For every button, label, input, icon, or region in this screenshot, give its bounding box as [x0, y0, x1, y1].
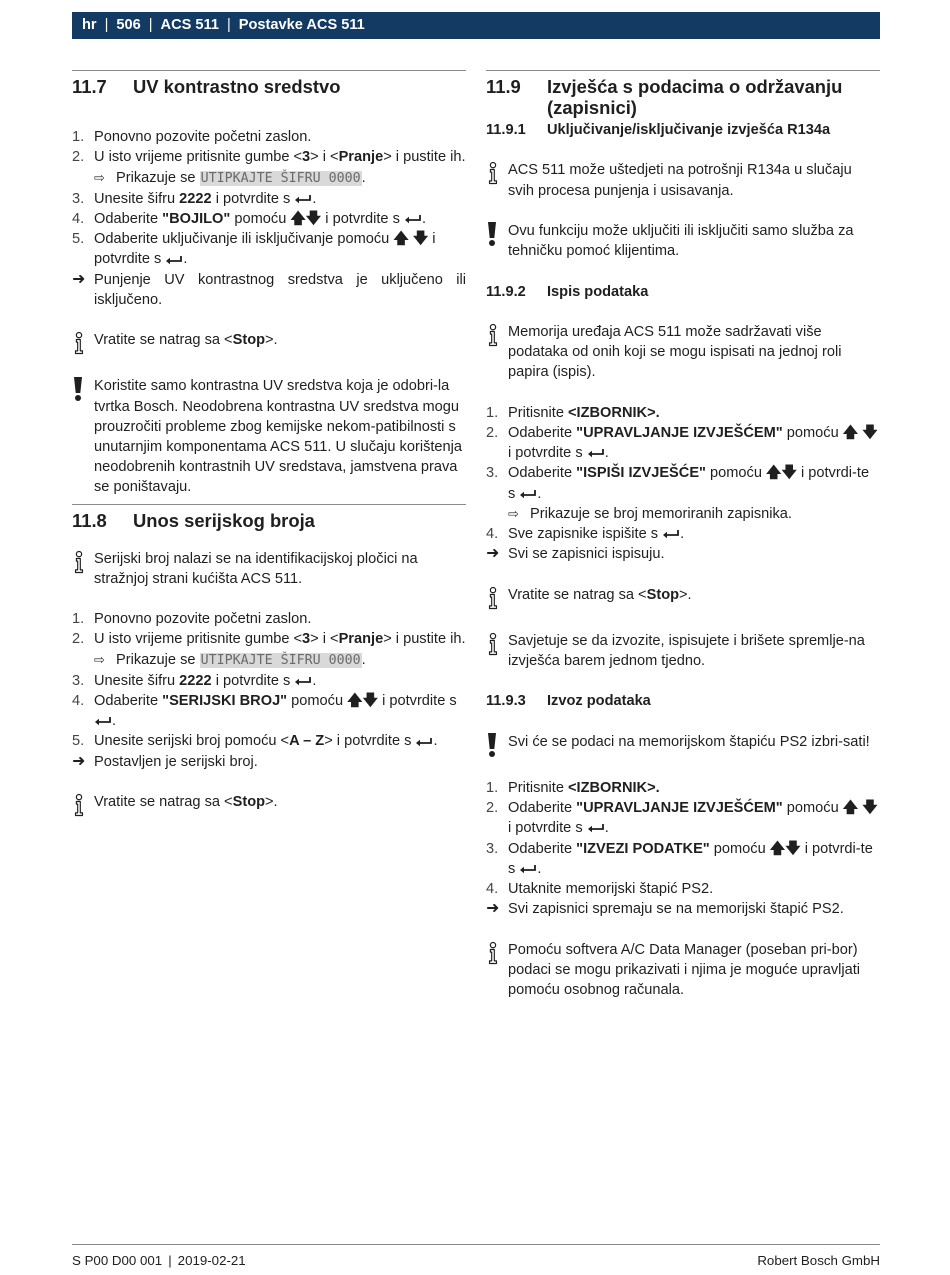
result: ➜ Svi zapisnici spremaju se na memorijski štapić PS2. — [486, 899, 880, 919]
steps-11-9-2 — [486, 403, 880, 544]
arrow-up-icon: 🡅 — [393, 230, 409, 248]
list-item: 1. Pritisnite <IZBORNIK>. — [486, 779, 660, 796]
info-note: Pomoću softvera A/C Data Manager (poseban pri-bor) podaci se mogu prikazivati i njima je moguće upravljati pomoću osobnog računala. — [486, 940, 880, 1001]
enter-key-icon — [165, 255, 183, 265]
footer-code: S P00 D00 001 — [72, 1253, 163, 1268]
info-icon — [486, 940, 500, 966]
list-item: 1. Ponovno pozovite početni zaslon. — [72, 129, 312, 146]
result-arrow-icon: ➜ — [72, 270, 86, 288]
header-lang: hr — [82, 17, 97, 34]
info-note: Memorija uređaja ACS 511 može sadržavati više podataka od onih koji se mogu ispisati na jednoj roli papira (ispis). — [486, 322, 880, 383]
result-arrow-icon: ➜ — [486, 545, 500, 563]
list-item: 3. Unesite šifru 2222 i potvrdite s . — [72, 190, 317, 207]
info-icon — [486, 585, 500, 611]
result: ➜ Postavljen je serijski broj. — [72, 752, 466, 772]
steps-11-8 — [72, 609, 466, 751]
footer-date: 2019-02-21 — [177, 1253, 246, 1268]
section-11-7-heading: 11.7 UV kontrastno sredstvo — [72, 76, 341, 97]
list-item: 4. Odaberite "SERIJSKI BROJ" pomoću 🡅🡇 i potvrdite s . — [72, 692, 457, 730]
list-item: 2. U isto vrijeme pritisnite gumbe <3> i <Pranje> i pustite ih. — [72, 631, 466, 648]
info-note: Savjetuje se da izvozite, ispisujete i brišete spremlje-na izvješća barem jednom tjedno. — [486, 631, 880, 671]
enter-key-icon — [294, 676, 312, 686]
warning-icon — [72, 376, 84, 402]
enter-key-icon — [587, 448, 605, 458]
info-icon — [72, 549, 86, 575]
enter-key-icon — [662, 529, 680, 539]
header-page: 506 — [116, 17, 141, 34]
page-footer: S P00 D00 001 | 2019-02-21 Robert Bosch GmbH — [72, 1244, 880, 1271]
enter-key-icon — [404, 214, 422, 224]
info-icon — [486, 322, 500, 348]
steps-11-9-3 — [486, 778, 880, 899]
result-arrow-icon: ➜ — [72, 752, 86, 770]
arrow-up-icon: 🡅 — [347, 692, 363, 710]
warning-icon — [486, 221, 498, 247]
enter-key-icon — [587, 823, 605, 833]
result-arrow-icon: ➜ — [486, 900, 500, 918]
page-header: hr | 506 | ACS 511 | Postavke ACS 511 — [72, 12, 880, 39]
left-column — [72, 70, 466, 818]
list-item: 3. Unesite šifru 2222 i potvrdite s . — [72, 672, 317, 689]
header-title: Postavke ACS 511 — [238, 17, 365, 34]
list-item: 4. Utaknite memorijski štapić PS2. — [486, 880, 714, 897]
info-note: Vratite se natrag sa <Stop>. — [72, 792, 466, 818]
list-item: 5. Odaberite uključivanje ili isključivanje pomoću 🡅 🡇 i potvrdite s . — [72, 230, 436, 268]
right-column — [486, 70, 880, 1000]
warning-note: Svi će se podaci na memorijskom štapiću PS2 izbri-sati! — [486, 732, 880, 758]
enter-key-icon — [294, 194, 312, 204]
sub-result: ⇨ Prikazuje se UTIPKAJTE ŠIFRU 0000. — [94, 651, 366, 668]
list-item: 1. Pritisnite <IZBORNIK>. — [486, 404, 660, 421]
info-icon — [486, 631, 500, 657]
sub-result: ⇨ Prikazuje se broj memoriranih zapisnika. — [508, 505, 792, 522]
sub-result: ⇨ Prikazuje se UTIPKAJTE ŠIFRU 0000. — [94, 169, 366, 186]
enter-key-icon — [94, 716, 112, 726]
info-note: Serijski broj nalazi se na identifikacijskoj pločici na stražnjoj strani kućišta ACS 511. — [72, 549, 466, 589]
arrow-down-icon: 🡇 — [862, 799, 878, 817]
display-text: UTIPKAJTE ŠIFRU 0000 — [200, 652, 361, 668]
list-item: 2. Odaberite "UPRAVLJANJE IZVJEŠĆEM" pomoću 🡅 🡇 i potvrdite s . — [486, 799, 878, 837]
list-item: 3. Odaberite "IZVEZI PODATKE" pomoću 🡅🡇 i potvrdi-te s . — [486, 839, 873, 877]
arrow-down-icon: 🡇 — [305, 210, 322, 227]
info-note: ACS 511 može uštedjeti na potrošnji R134a u slučaju svih procesa punjenja i usisavanja. — [486, 160, 880, 200]
arrow-up-icon: 🡅 — [769, 839, 786, 857]
list-item: 4. Odaberite "BOJILO" pomoću 🡅🡇 i potvrdite s . — [72, 209, 466, 229]
list-item: 3. Odaberite "ISPIŠI IZVJEŠĆE" pomoću 🡅🡇 i potvrdi-te s . — [486, 464, 870, 502]
section-11-8-heading: 11.8 Unos serijskog broja — [72, 509, 315, 531]
info-note: Vratite se natrag sa <Stop>. — [486, 585, 880, 611]
arrow-up-icon: 🡅 — [290, 210, 306, 227]
info-icon — [72, 330, 86, 356]
info-icon — [486, 160, 500, 186]
warning-note: Ovu funkciju može uključiti ili isključiti samo služba za tehničku pomoć klijentima. — [486, 221, 880, 261]
enter-key-icon — [415, 737, 433, 747]
list-item: 4. Sve zapisnike ispišite s . — [486, 525, 685, 542]
arrow-down-icon: 🡇 — [362, 692, 378, 710]
result: ➜ Punjenje UV kontrastnog sredstva je uključeno ili isključeno. — [72, 270, 466, 310]
arrow-down-icon: 🡇 — [412, 230, 429, 248]
section-11-9-3-heading: 11.9.3 Izvoz podataka — [486, 693, 651, 710]
arrow-down-icon: 🡇 — [785, 839, 801, 857]
header-product: ACS 511 — [160, 17, 219, 34]
list-item: 1. Ponovno pozovite početni zaslon. — [72, 611, 312, 628]
arrow-up-icon: 🡅 — [842, 423, 859, 441]
list-item: 2. U isto vrijeme pritisnite gumbe <3> i <Pranje> i pustite ih. — [72, 149, 466, 166]
warning-note: Koristite samo kontrastna UV sredstva koja je odobri-la tvrtka Bosch. Neodobrena kontrastna UV sredstva mogu prouzročiti probleme zbog kemijske nekom-patibilnosti s unutarnjim komponentama ACS 511. U slučaju korištenja neodobrenih kontrastnih UV sredstava, jamstvena prava se poništavaju. — [72, 376, 466, 497]
list-item: 2. Odaberite "UPRAVLJANJE IZVJEŠĆEM" pomoću 🡅 🡇 i potvrdite s . — [486, 423, 878, 462]
info-note: Vratite se natrag sa <Stop>. — [72, 330, 466, 356]
warning-icon — [486, 732, 498, 758]
section-11-9-2-heading: 11.9.2 Ispis podataka — [486, 283, 649, 300]
enter-key-icon — [519, 864, 537, 874]
section-11-9-1-heading: 11.9.1 Uključivanje/isključivanje izvješća R134a — [486, 122, 831, 138]
section-11-9-heading: 11.9 Izvješća s podacima o održavanju (zapisnici) — [486, 76, 843, 118]
arrow-up-icon: 🡅 — [842, 799, 859, 817]
footer-company: Robert Bosch GmbH — [757, 1253, 880, 1268]
info-icon — [72, 792, 86, 818]
list-item: 5. Unesite serijski broj pomoću <A – Z> i potvrdite s . — [72, 733, 438, 750]
arrow-down-icon: 🡇 — [781, 464, 797, 482]
enter-key-icon — [519, 489, 537, 499]
result: ➜ Svi se zapisnici ispisuju. — [486, 544, 880, 564]
display-text: UTIPKAJTE ŠIFRU 0000 — [200, 170, 361, 186]
arrow-down-icon: 🡇 — [862, 423, 878, 441]
steps-11-7 — [72, 127, 466, 269]
arrow-up-icon: 🡅 — [766, 464, 782, 482]
